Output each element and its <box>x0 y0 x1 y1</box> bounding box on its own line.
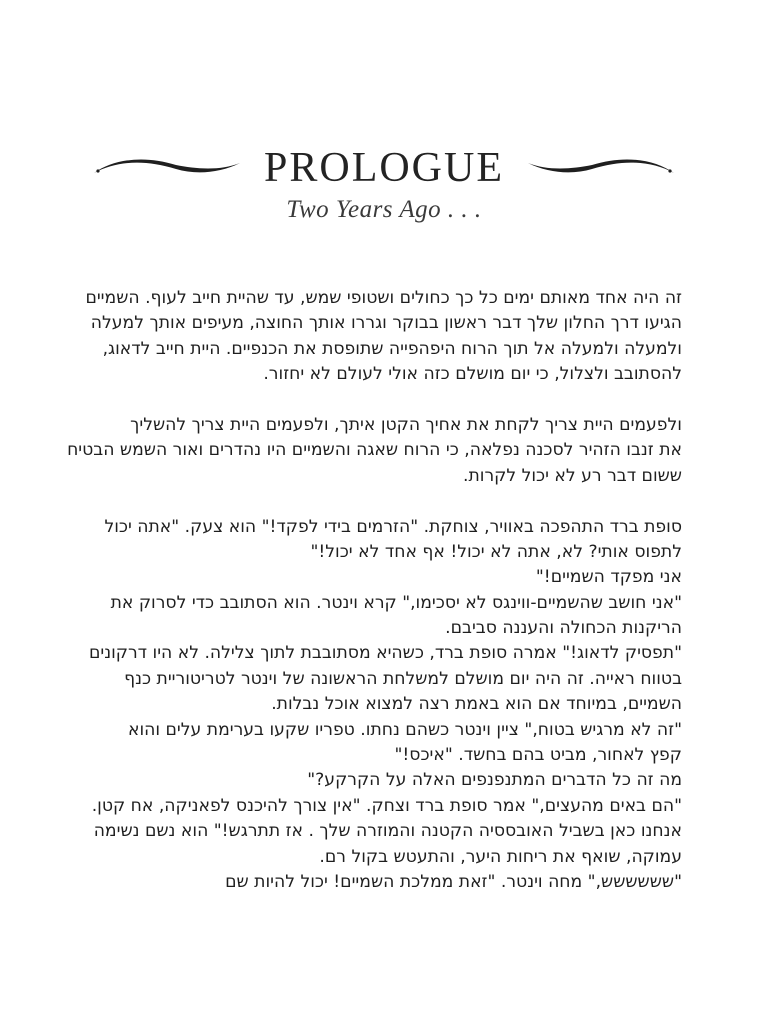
chapter-header <box>0 140 768 196</box>
text-line: את זנבו הזהיר לסכנה נפלאה, כי הרוח שאגה והשמיים היו נהדרים ואור השמש הבטיח <box>67 440 682 461</box>
chapter-body <box>67 286 682 895</box>
text-line: ולפעמים היית צריך לקחת את אחיך הקטן איתך, ולפעמים היית צריך להשליך <box>130 414 682 435</box>
text-line: "תפסיק לדאוג!" אמרה סופת ברד, כשהיא מסתובבת לתוך צלילה. לא היו דרקונים <box>88 643 682 664</box>
text-line: "שששששש," מחה וינטר. "זאת ממלכת השמיים! יכול להיות שם <box>225 871 682 892</box>
chapter-title: PROLOGUE <box>263 145 504 191</box>
text-line: השמיים, במיוחד אם הוא באמת רצה למצוא אוכל נבלות. <box>271 694 682 715</box>
right-swash-ornament <box>526 151 676 185</box>
text-line: אנחנו כאן בשביל האובססיה הקטנה והמוזרה שלך . אז תתרגש!" הוא נשם נשימה <box>93 821 682 842</box>
text-line: הגיעו דרך החלון שלך דבר ראשון בבוקר וגררו אותך החוצה, מעיפים אותך למעלה <box>90 313 682 334</box>
text-line: "אני חושב שהשמיים-ווינגס לא יסכימו," קרא וינטר. הוא הסתובב כדי לסרוק את <box>110 592 682 613</box>
text-line: עמוקה, שואף את ריחות היער, והתעטש בקול רם. <box>319 846 682 867</box>
text-line: מה זה כל הדברים המתנפנפים האלה על הקרקע?" <box>307 770 682 791</box>
text-line: קפץ לאחור, מביט בהם בחשד. "איכס!" <box>394 745 682 766</box>
paragraph-1 <box>86 286 682 388</box>
paragraph-gap <box>86 388 682 413</box>
text-line: ולמעלה ולמעלה אל תוך הרוח היפהפייה שתופסת את הכנפיים. היית חייב לדאוג, <box>102 338 682 359</box>
text-line: לתפוס אותי? לא, אתה לא יכול! אף אחד לא יכול!" <box>310 541 682 562</box>
text-line: בטווח ראייה. זה היה יום מושלם למשלחת הראשונה של וינטר לטריטוריית כנף <box>124 668 682 689</box>
text-line: סופת ברד התהפכה באוויר, צוחקת. "הזרמים בידי לפקד!" הוא צעק. "אתה יכול <box>104 516 682 537</box>
left-swash-ornament <box>92 151 242 185</box>
text-line: "זה לא מרגיש בטוח," ציין וינטר כשהם נחתו. טפריו שקעו בערימת עלים והוא <box>127 719 682 740</box>
text-line: להסתובב ולצלול, כי יום מושלם כזה אולי לעולם לא יחזור. <box>263 364 682 385</box>
paragraph-2 <box>67 413 682 489</box>
paragraph-gap <box>86 489 682 514</box>
text-line: אני מפקד השמיים!" <box>535 567 682 588</box>
text-line: זה היה אחד מאותם ימים כל כך כחולים ושטופי שמש, עד שהיית חייב לעוף. השמיים <box>85 288 682 308</box>
chapter-subtitle: Two Years Ago . . . <box>286 196 482 223</box>
text-line: ששום דבר רע לא יכול לקרות. <box>463 465 682 486</box>
text-line: "הם באים מהעצים," אמר סופת ברד וצחק. "אין צורך להיכנס לפאניקה, אח קטן. <box>91 795 682 816</box>
paragraph-3 <box>86 515 682 896</box>
text-line: הריקנות הכחולה והעננה סביבם. <box>445 618 682 639</box>
